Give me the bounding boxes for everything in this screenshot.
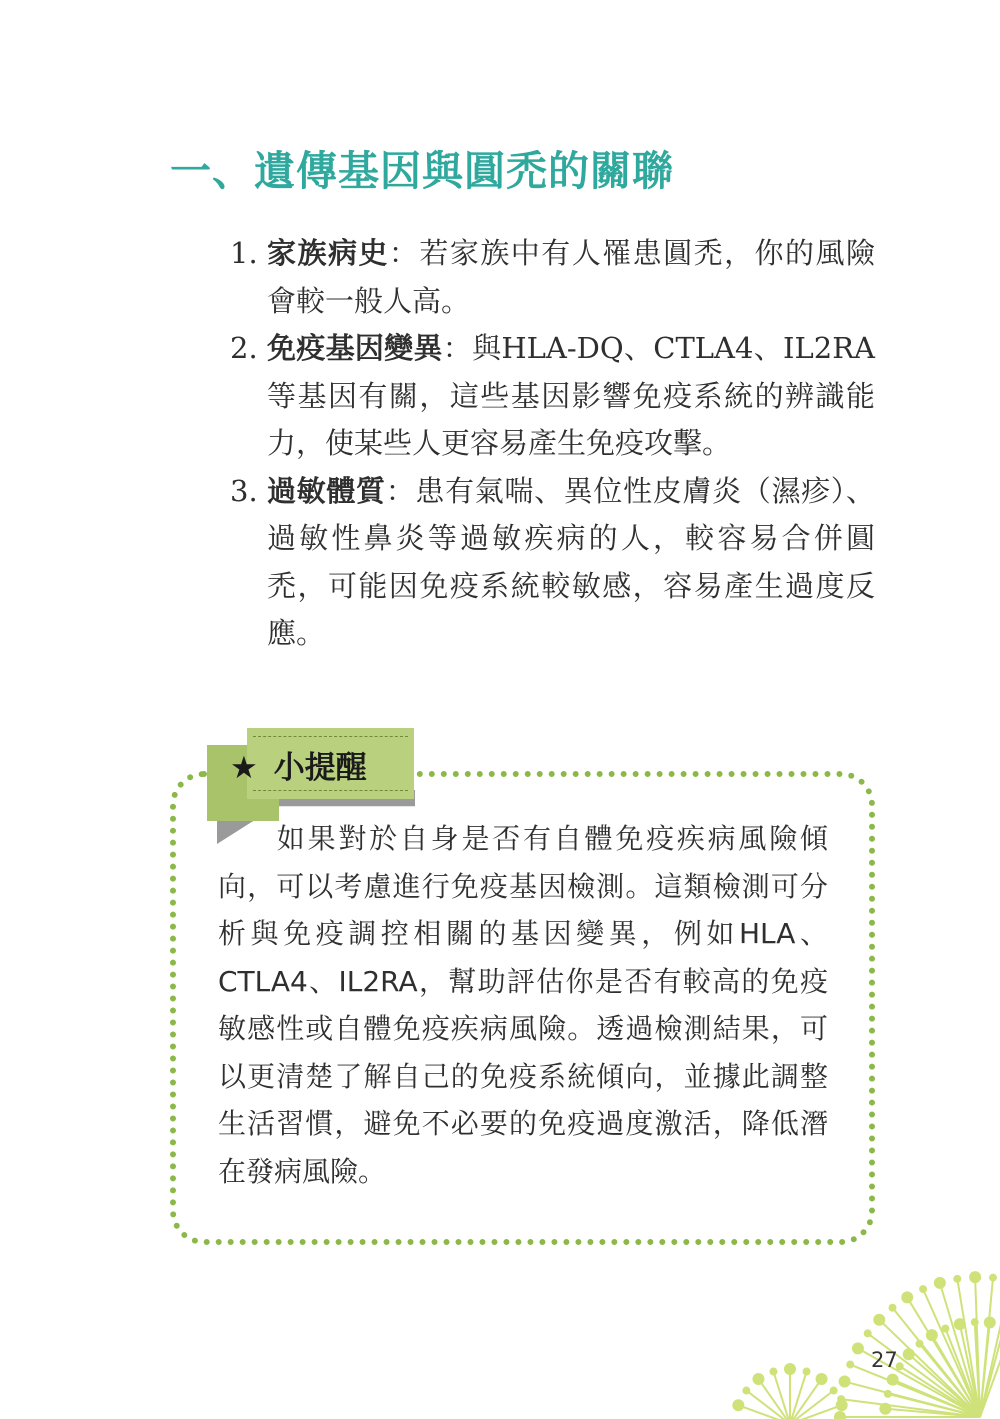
item-number: 1. bbox=[230, 236, 258, 270]
burst-ray bbox=[920, 1344, 980, 1417]
burst-dot bbox=[889, 1304, 897, 1312]
item-description: 患有氣喘、異位性皮膚炎（濕疹）、過敏性鼻炎等過敏疾病的人，較容易合併圓禿，可能因免疫系統較敏感，容易產生過度反應。 bbox=[267, 473, 875, 650]
tip-title bbox=[230, 742, 367, 787]
burst-dot bbox=[873, 1314, 885, 1326]
tip-body-text: 如果對於自身是否有自體免疫疾病風險傾向，可以考慮進行免疫基因檢測。這類檢測可分析與免疫調控相關的基因變異，例如HLA、CTLA4、IL2RA，幫助評估你是否有較高的免疫敏感性或自體免疫疾病風險。透過檢測結果，可以更清楚了解自己的免疫系統傾向，並據此調整生活習慣，避免不必要的免疫過度激活，降低潛在發病風險。 bbox=[218, 822, 828, 1188]
burst-dot bbox=[742, 1387, 750, 1395]
burst-dot bbox=[954, 1318, 966, 1330]
item-number: 2. bbox=[230, 331, 258, 365]
burst-dot bbox=[769, 1368, 777, 1376]
burst-dot bbox=[752, 1373, 764, 1385]
item-text-block bbox=[267, 468, 875, 658]
item-text-block bbox=[267, 325, 875, 468]
burst-dot bbox=[839, 1376, 851, 1388]
burst-dot bbox=[884, 1390, 892, 1398]
burst-dot bbox=[989, 1274, 997, 1282]
burst-dot bbox=[971, 1318, 979, 1326]
burst-dot bbox=[919, 1285, 927, 1293]
burst-dot bbox=[852, 1342, 864, 1354]
burst-dot bbox=[846, 1361, 854, 1369]
burst-dot bbox=[969, 1271, 981, 1283]
item-description: 與HLA-DQ、CTLA4、IL2RA等基因有關，這些基因影響免疫系統的辨識能力，使某些人更容易產生免疫攻擊。 bbox=[267, 331, 875, 460]
item-text-block bbox=[267, 230, 875, 325]
page-number: 27 bbox=[871, 1348, 898, 1372]
list-item bbox=[230, 230, 875, 325]
burst-dot bbox=[926, 1329, 938, 1341]
burst-dot bbox=[834, 1411, 846, 1419]
burst-dot bbox=[864, 1329, 872, 1337]
burst-dot bbox=[934, 1277, 946, 1289]
burst-dot bbox=[830, 1387, 838, 1395]
burst-dot bbox=[887, 1374, 899, 1386]
burst-dot bbox=[901, 1291, 913, 1303]
tab-stitch-line bbox=[253, 790, 408, 791]
risk-factor-list bbox=[230, 230, 875, 658]
list-item bbox=[230, 468, 875, 658]
item-separator: ： bbox=[385, 473, 416, 508]
item-separator: ： bbox=[388, 236, 420, 270]
burst-dot bbox=[984, 1317, 996, 1329]
burst-dot bbox=[941, 1325, 949, 1333]
tab-stitch-line bbox=[253, 736, 408, 737]
burst-dot bbox=[816, 1373, 828, 1385]
item-separator: ： bbox=[442, 331, 473, 365]
item-term: 過敏體質 bbox=[267, 473, 386, 508]
item-description: 若家族中有人罹患圓禿，你的風險會較一般人高。 bbox=[267, 236, 875, 318]
list-item bbox=[230, 325, 875, 468]
dandelion-burst-decoration bbox=[680, 1249, 1000, 1419]
item-number: 3. bbox=[230, 473, 258, 508]
burst-dot bbox=[732, 1399, 744, 1411]
burst-dot bbox=[953, 1275, 961, 1283]
star-icon: ★ bbox=[230, 750, 258, 786]
burst-dot bbox=[903, 1348, 915, 1360]
burst-dot bbox=[916, 1340, 924, 1348]
tip-title-text: 小提醒 bbox=[273, 750, 367, 786]
burst-dot bbox=[784, 1363, 796, 1375]
item-term: 家族病史 bbox=[267, 236, 389, 270]
burst-dot bbox=[836, 1399, 848, 1411]
section-heading: 一、遺傳基因與圓禿的關聯 bbox=[170, 147, 674, 195]
burst-dot bbox=[803, 1368, 811, 1376]
item-term: 免疫基因變異 bbox=[267, 331, 443, 365]
burst-dot bbox=[879, 1403, 891, 1415]
